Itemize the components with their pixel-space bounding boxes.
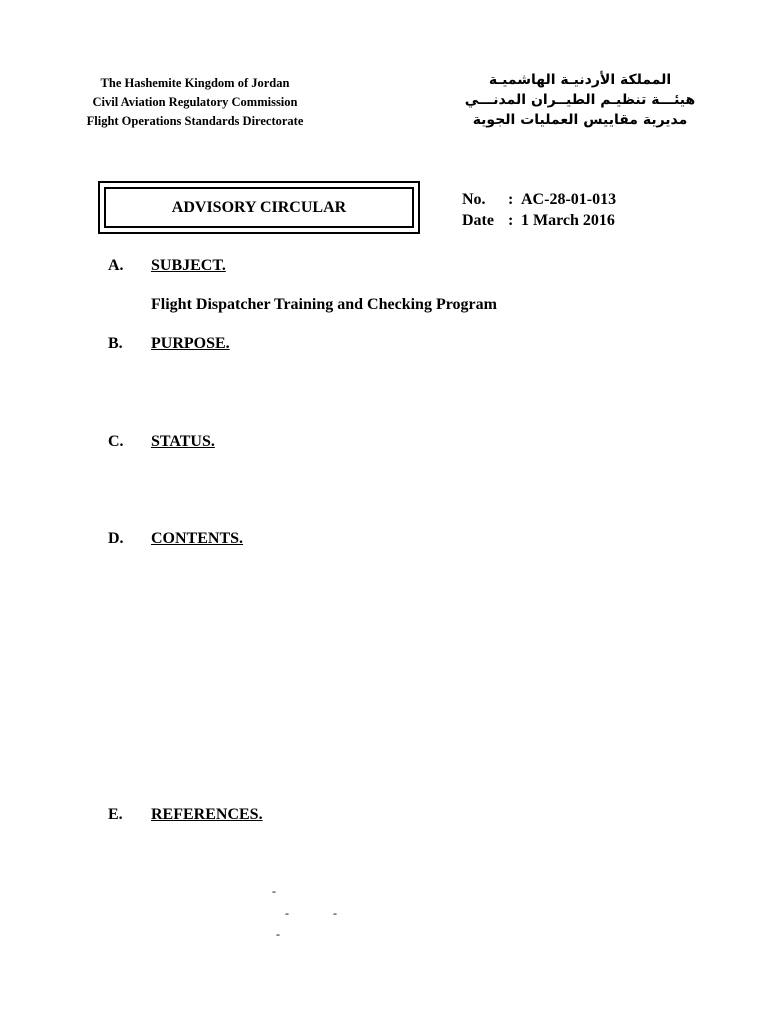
header-arabic-line-1: المملكة الأردنيـة الهاشميـة (488, 72, 672, 88)
section-title: CONTENTS. (151, 530, 244, 547)
subject-text: Flight Dispatcher Training and Checking Program (151, 296, 497, 313)
section-letter: D. (108, 530, 124, 547)
document-number-separator: : (508, 191, 514, 208)
document-date-value: 1 March 2016 (521, 212, 615, 229)
header-english (70, 74, 320, 131)
section-status (108, 433, 215, 451)
header-arabic (455, 70, 705, 130)
document-date-label: Date (462, 212, 494, 229)
document-meta (462, 189, 616, 231)
section-subject (108, 257, 226, 275)
document-number-label: No. (462, 191, 486, 208)
header-arabic-line-2: هيئـــة تنظيـم الطيــران المدنـــي (464, 92, 696, 108)
section-title: SUBJECT. (151, 257, 226, 274)
section-letter: B. (108, 335, 123, 352)
header-arabic-line-3: مديرية مقاييس العمليات الجوية (472, 112, 688, 128)
section-contents (108, 530, 243, 548)
dash-mark: - (276, 927, 280, 941)
document-title-box (98, 181, 420, 234)
document-number-row (462, 189, 616, 210)
section-purpose (108, 335, 230, 353)
section-title: REFERENCES. (151, 806, 263, 823)
section-letter: A. (108, 257, 124, 274)
document-date-row (462, 210, 616, 231)
dash-mark: - (272, 884, 276, 898)
header-english-line-1: The Hashemite Kingdom of Jordan (100, 76, 290, 90)
header-english-line-3: Flight Operations Standards Directorate (86, 114, 304, 128)
dash-mark: - (285, 906, 289, 920)
header-english-line-2: Civil Aviation Regulatory Commission (92, 95, 298, 109)
document-title: ADVISORY CIRCULAR (104, 187, 414, 228)
document-date-separator: : (508, 212, 514, 229)
dash-mark: - (333, 906, 337, 920)
section-letter: E. (108, 806, 123, 823)
section-references (108, 806, 263, 824)
section-title: PURPOSE. (151, 335, 230, 352)
section-title: STATUS. (151, 433, 215, 450)
document-number-value: AC-28-01-013 (521, 191, 617, 208)
section-letter: C. (108, 433, 124, 450)
